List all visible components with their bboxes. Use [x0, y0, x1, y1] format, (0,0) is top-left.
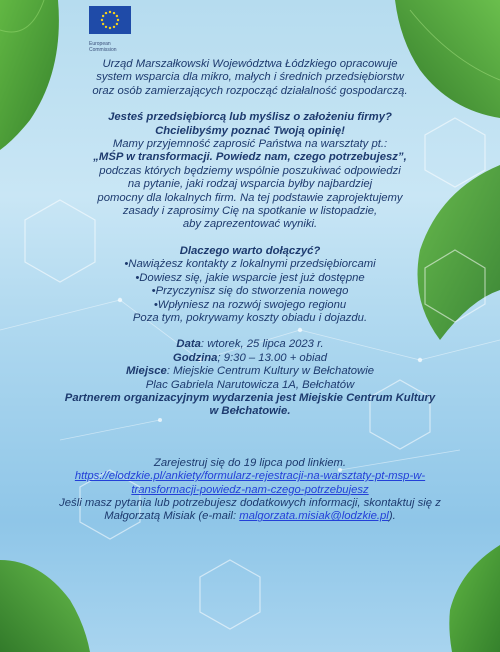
partner-line: Partnerem organizacyjnym wydarzenia jest Miejskie Centrum Kultury: [64, 391, 436, 404]
benefits-heading: Dlaczego warto dołączyć?: [179, 244, 321, 257]
registration-section: [0, 457, 500, 524]
event-details: [0, 338, 500, 418]
contact-person: [0, 510, 500, 523]
poster-text: [0, 58, 500, 524]
benefits-note: Poza tym, pokrywamy koszty obiadu i dojazdu.: [132, 311, 368, 324]
logo-caption: [89, 41, 147, 53]
eu-flag-icon: [89, 6, 131, 34]
intro-line: system wsparcia dla mikro, małych i średnich przedsiębiorstw: [96, 71, 404, 84]
workshop-title: „MŚP w transformacji. Powiedz nam, czego potrzebujesz”,: [93, 151, 407, 164]
benefit-item: •Wpłyniesz na rozwój swojego regionu: [153, 298, 347, 311]
place-value: : Miejskie Centrum Kultury w Bełchatowie: [166, 365, 374, 378]
date-value: : wtorek, 25 lipca 2023 r.: [200, 338, 324, 351]
invitation-paragraph: [0, 111, 500, 232]
invite-body-line: zasady i zaprosimy Cię na spotkanie w listopadzie,: [122, 205, 378, 218]
contact-email-link[interactable]: malgorzata.misiak@lodzkie.pl: [239, 510, 389, 523]
date-label: Data: [176, 338, 201, 351]
logo-caption-line: European: [89, 41, 111, 47]
benefits-section: [0, 245, 500, 325]
registration-link[interactable]: [0, 470, 500, 497]
contact-suffix: ).: [388, 510, 396, 523]
invite-headline: Chcielibyśmy poznać Twoją opinię!: [155, 124, 345, 137]
benefit-item: •Nawiążesz kontakty z lokalnymi przedsiębiorcami: [124, 258, 376, 271]
event-place: [0, 365, 500, 378]
event-time: [0, 352, 500, 365]
invite-lead: Mamy przyjemność zaprosić Państwa na warsztaty pt.:: [112, 138, 388, 151]
invite-body-line: pomocny dla lokalnych firm. Na tej podstawie zaprojektujemy: [97, 191, 403, 204]
registration-link-line: transformacji-powiedz-nam-czego-potrzebujesz: [131, 483, 369, 496]
benefit-item: •Przyczynisz się do stworzenia nowego: [151, 285, 349, 298]
register-text: Zarejestruj się do 19 lipca pod linkiem.: [153, 456, 347, 469]
contact-prefix: Małgorzatą Misiak (e-mail:: [104, 510, 240, 523]
intro-line: oraz osób zamierzających rozpocząć działalność gospodarczą.: [92, 84, 408, 97]
invite-body-line: na pytanie, jaki rodzaj wsparcia byłby najbardziej: [127, 178, 373, 191]
contact-line: Jeśli masz pytania lub potrzebujesz dodatkowych informacji, skontaktuj się z: [59, 496, 441, 509]
invite-body-line: aby zaprezentować wyniki.: [182, 218, 318, 231]
invite-body-line: podczas których będziemy wspólnie poszukiwać odpowiedzi: [99, 164, 401, 177]
registration-link-line: https://elodzkie.pl/ankiety/formularz-rejestracji-na-warsztaty-pt-msp-w-: [74, 470, 426, 483]
invite-headline: Jesteś przedsiębiorcą lub myślisz o założeniu firmy?: [108, 111, 392, 124]
event-date: [0, 338, 500, 351]
intro-line: Urząd Marszałkowski Województwa Łódzkiego opracowuje: [102, 58, 398, 70]
logo-caption-line: Commission: [89, 47, 117, 53]
european-commission-logo: [89, 6, 147, 58]
time-value: ; 9:30 – 13.00 + obiad: [217, 351, 328, 364]
event-address: Plac Gabriela Narutowicza 1A, Bełchatów: [145, 378, 355, 391]
partner-line: w Bełchatowie.: [209, 405, 291, 418]
leaf-bottom-right: [449, 545, 500, 652]
place-label: Miejsce: [125, 365, 167, 378]
time-label: Godzina: [172, 351, 218, 364]
leaf-bottom-left: [0, 560, 90, 652]
benefit-item: •Dowiesz się, jakie wsparcie jest już dostępne: [135, 271, 365, 284]
intro-paragraph: [0, 58, 500, 98]
